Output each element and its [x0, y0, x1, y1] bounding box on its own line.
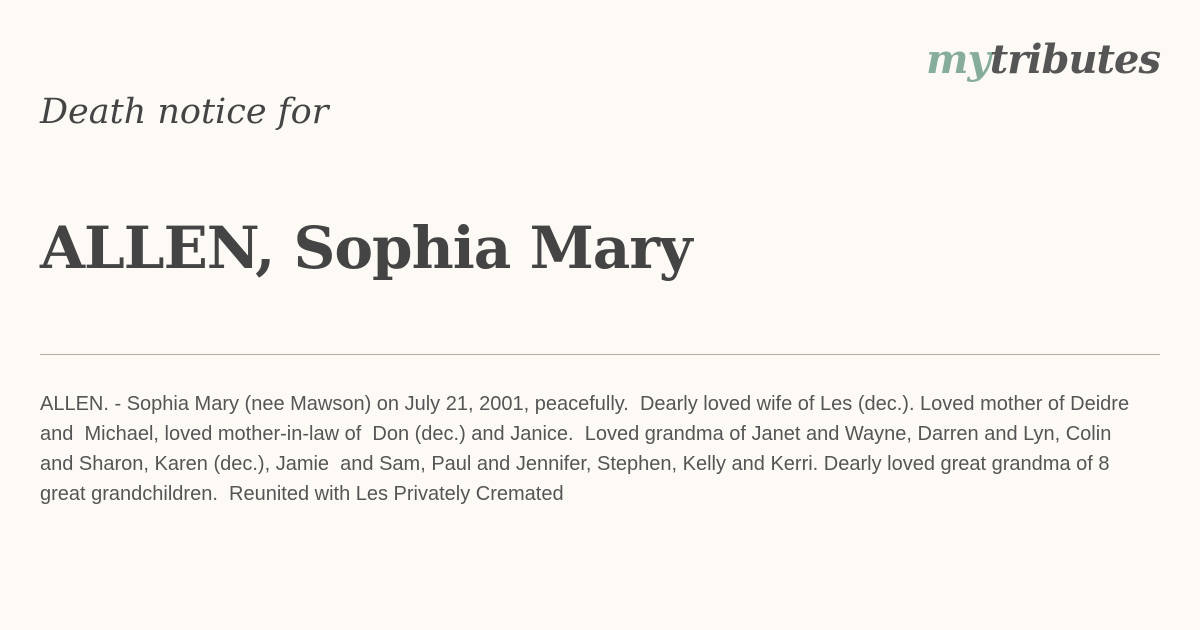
logo-suffix: tributes	[989, 36, 1160, 83]
notice-text: ALLEN. - Sophia Mary (nee Mawson) on July 21, 2001, peacefully. Dearly loved wife of Les (dec.). Loved mother of Deidre and Michael, loved mother-in-law of Don (dec.) and Janice. Loved grandma of Janet and Wayne, Darren and Lyn, Colin and Sharon, Karen (dec.), Jamie and Sam, Paul and Jennifer, Stephen, Kelly and Kerri. Dearly loved great grandma of 8 great grandchildren. Reunited with Les Privately Cremated	[40, 393, 1135, 505]
deceased-name: ALLEN, Sophia Mary	[40, 214, 692, 282]
divider	[40, 354, 1160, 355]
logo-prefix: my	[926, 36, 990, 83]
mytributes-logo[interactable]	[926, 34, 1160, 86]
page-subtitle: Death notice for	[40, 92, 329, 132]
